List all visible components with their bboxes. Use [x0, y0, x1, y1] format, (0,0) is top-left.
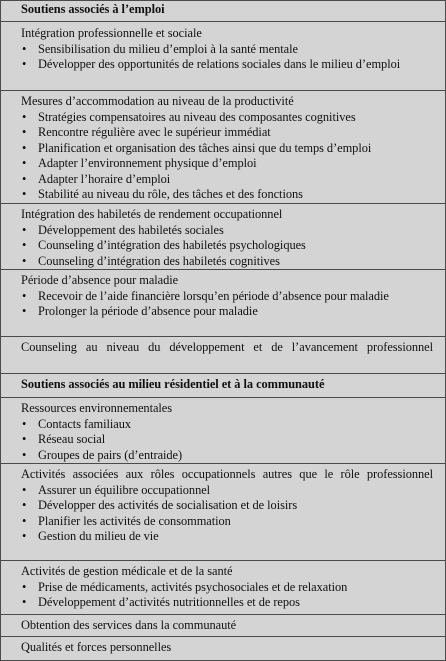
list-item: • Planification et organisation des tâches ainsi que du temps d’emploi	[21, 141, 433, 157]
group-title: Activités associées aux rôles occupationnels autres que le rôle professionnel	[21, 467, 433, 481]
group-title: Qualités et forces personnelles	[21, 640, 172, 654]
group-occupational-skills	[1, 203, 445, 269]
group-title: Intégration professionnelle et sociale	[21, 26, 202, 40]
group-title: Période d’absence pour maladie	[21, 273, 179, 287]
section-header-residential	[1, 373, 445, 397]
group-title: Mesures d’accommodation au niveau de la productivité	[21, 94, 294, 108]
group-environmental-resources	[1, 397, 445, 463]
list-item: • Sensibilisation du milieu d’emploi à la santé mentale	[21, 42, 433, 58]
list-item: • Développement d’activités nutritionnelles et de repos	[21, 595, 433, 611]
group-sick-leave	[1, 269, 445, 336]
group-career-counseling	[1, 336, 445, 373]
list-item: • Réseau social	[21, 432, 433, 448]
group-productivity-accommodation	[1, 90, 445, 203]
list-item: • Adapter l’environnement physique d’emploi	[21, 156, 433, 172]
list-item: • Stabilité au niveau du rôle, des tâches et des fonctions	[21, 187, 433, 203]
list-item: • Stratégies compensatoires au niveau des composantes cognitives	[21, 110, 433, 126]
list-item: • Contacts familiaux	[21, 417, 433, 433]
list-item: • Développer des opportunités de relations sociales dans le milieu d’emploi	[21, 57, 433, 73]
group-personal-strengths	[1, 636, 445, 660]
list-item: • Prolonger la période d’absence pour maladie	[21, 304, 433, 320]
list-item: • Rencontre régulière avec le supérieur immédiat	[21, 125, 433, 141]
section-header-employment	[1, 1, 445, 21]
group-community-services	[1, 614, 445, 636]
list-item: • Counseling d’intégration des habiletés psychologiques	[21, 238, 433, 254]
list-item: • Recevoir de l’aide financière lorsqu’en période d’absence pour maladie	[21, 289, 433, 305]
section-title: Soutiens associés au milieu résidentiel et à la communauté	[21, 377, 325, 391]
group-professional-integration	[1, 21, 445, 90]
group-title: Obtention des services dans la communauté	[21, 618, 237, 632]
list-item: • Groupes de pairs (d’entraide)	[21, 448, 433, 464]
list-item: • Développement des habiletés sociales	[21, 223, 433, 239]
group-title: Activités de gestion médicale et de la santé	[21, 564, 233, 578]
list-item: • Assurer un équilibre occupationnel	[21, 483, 433, 499]
list-item: • Planifier les activités de consommation	[21, 514, 433, 530]
group-medical-management	[1, 560, 445, 614]
group-title: Counseling au niveau du développement et de l’avancement professionnel	[21, 340, 433, 354]
group-occupational-roles	[1, 463, 445, 560]
list-item: • Prise de médicaments, activités psychosociales et de relaxation	[21, 580, 433, 596]
list-item: • Adapter l’horaire d’emploi	[21, 172, 433, 188]
list-item: • Développer des activités de socialisation et de loisirs	[21, 498, 433, 514]
group-title: Ressources environnementales	[21, 401, 173, 415]
list-item: • Counseling d’intégration des habiletés cognitives	[21, 254, 433, 270]
group-title: Intégration des habiletés de rendement occupationnel	[21, 207, 283, 221]
list-item: • Gestion du milieu de vie	[21, 529, 433, 545]
section-title: Soutiens associés à l’emploi	[21, 2, 165, 16]
